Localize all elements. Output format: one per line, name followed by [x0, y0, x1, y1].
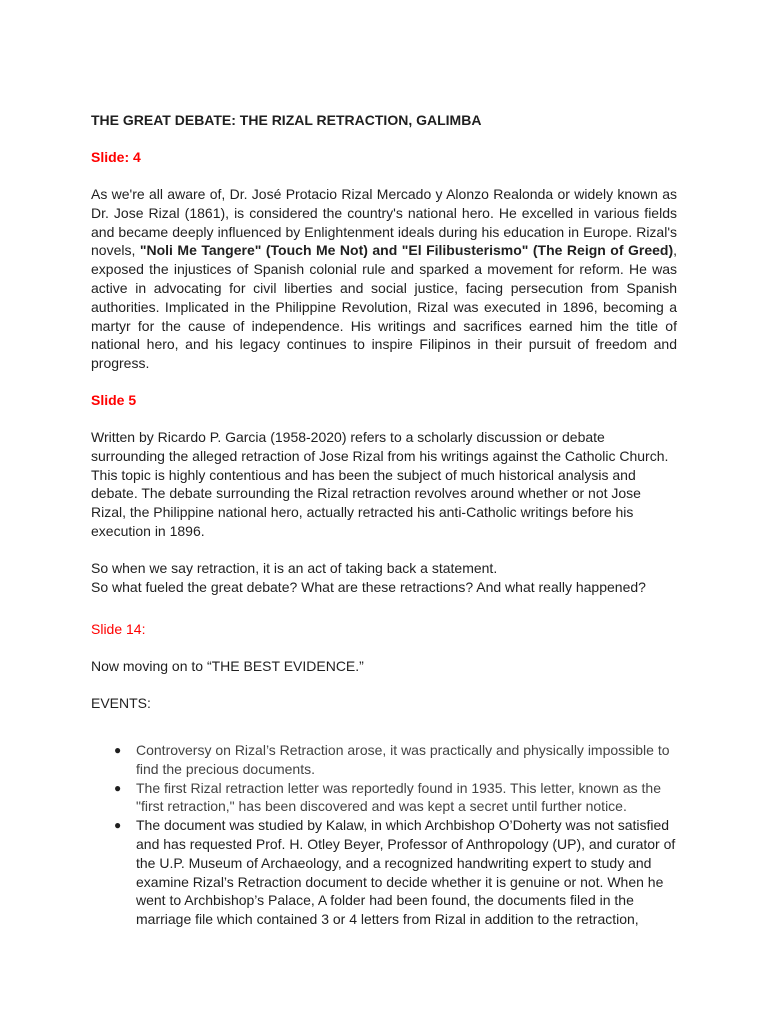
slide-4-paragraph — [91, 185, 677, 373]
list-item — [91, 816, 677, 929]
events-list — [91, 741, 677, 929]
bullet-icon: ● — [114, 780, 122, 795]
slide-4-label: Slide: 4 — [91, 149, 141, 165]
event-text: The document was studied by Kalaw, in which Archbishop O’Doherty was not satisfied and has requested Prof. H. Otley Beyer, Professor of Anthropology (UP), and curator of the U.P. Museum of Archaeology, and a recognized handwriting expert to study and examine Rizal’s Retraction document to decide whether it is genuine or not. When he went to Archbishop’s Palace, A folder had been found, the documents filed in the marriage file which contained 3 or 4 letters from Rizal in addition to the retraction, — [136, 817, 676, 928]
document-title: THE GREAT DEBATE: THE RIZAL RETRACTION, GALIMBA — [91, 112, 482, 128]
slide-4-text-after: , exposed the injustices of Spanish colonial rule and sparked a movement for reform. He was active in advocating for civil liberties and social justice, facing persecution from Spanish authorities. Implicated in the Philippine Revolution, Rizal was executed in 1896, becoming a martyr for the cause of independence. His writings and sacrifices earned him the title of national hero, and his legacy continues to inspire Filipinos in their pursuit of freedom and progress. — [91, 242, 677, 372]
retraction-definition: So when we say retraction, it is an act of taking back a statement. — [91, 559, 498, 576]
event-text: Controversy on Rizal’s Retraction arose, it was practically and physically impossible to find the precious documents. — [136, 741, 670, 777]
debate-questions: So what fueled the great debate? What are these retractions? And what really happened? — [91, 578, 646, 595]
novels-title: "Noli Me Tangere" (Touch Me Not) and "El Filibusterismo" (The Reign of Greed) — [139, 242, 674, 259]
bullet-icon: ● — [114, 742, 122, 757]
list-item — [91, 779, 677, 817]
list-item — [91, 741, 677, 779]
best-evidence-intro: Now moving on to “THE BEST EVIDENCE.” — [91, 658, 364, 675]
slide-4-text-before: As we're all aware of, Dr. José Protacio Rizal Mercado y Alonzo Realonda or widely known as Dr. Jose Rizal (1861), is considered the country's national hero. He excelled in various fields and became deeply influenced by Enlightenment ideals during his education in Europe. Rizal's novels, — [91, 186, 677, 259]
document-page — [91, 111, 677, 929]
slide-5-label: Slide 5 — [91, 391, 137, 408]
slide-5-paragraph: Written by Ricardo P. Garcia (1958-2020) refers to a scholarly discussion or debate surrounding the alleged retraction of Jose Rizal from his writings against the Catholic Church. This topic is highly contentious and has been the subject of much historical analysis and debate. The debate surrounding the Rizal retraction revolves around whether or not Jose Rizal, the Philippine national hero, actually retracted his anti-Catholic writings before his execution in 1896. — [91, 428, 669, 539]
bullet-icon: ● — [114, 818, 122, 833]
event-text: The first Rizal retraction letter was reportedly found in 1935. This letter, known as the "first retraction," has been discovered and was kept a secret until further notice. — [136, 779, 661, 815]
slide-14-label: Slide 14: — [91, 621, 146, 638]
events-label: EVENTS: — [91, 695, 151, 712]
